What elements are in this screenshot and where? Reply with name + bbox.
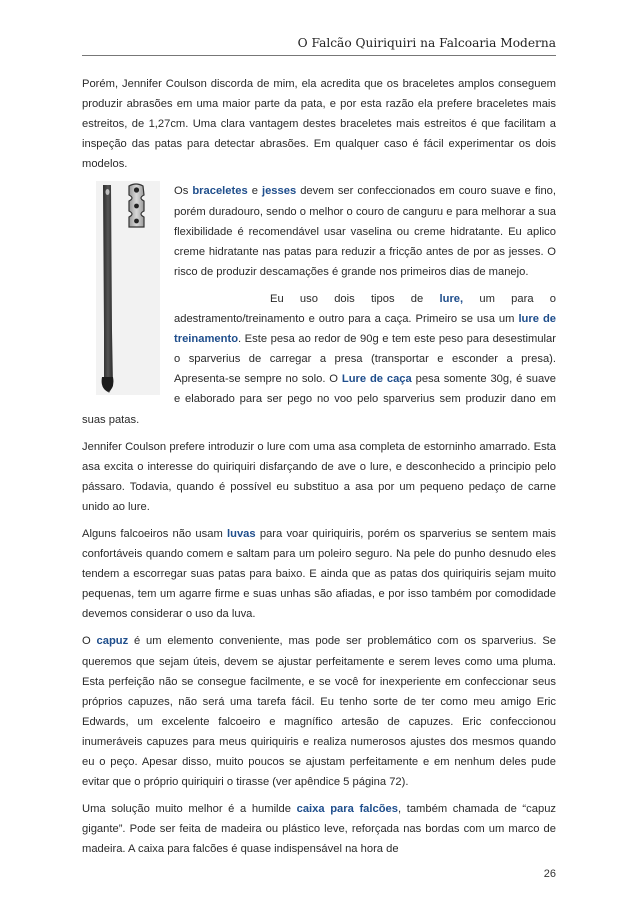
paragraph-hawk-box	[82, 799, 556, 859]
text-run: um para o adestramento/treinamento e outro para a caça. Primeiro se usa um	[174, 292, 556, 326]
text-run: . Este pesa ao redor de 90g e tem este peso para desestimular o sparverius de carregar a presa (transportar e esconder a presa). Apresenta-se sempre no solo. O	[174, 333, 556, 386]
keyword-jesses: jesses	[261, 185, 297, 198]
page-number: 26	[543, 868, 556, 880]
paragraph-hood	[82, 631, 556, 792]
text-run: Eu uso dois tipos de	[270, 292, 440, 305]
text-run: , também chamada de “capuz gigante”. Pode ser feita de madeira ou plástico leve, reforçada nas bordas com um marco de madeira. A caixa para falcões é quase indispensável na hora de	[82, 803, 557, 856]
keyword-luvas: luvas	[227, 527, 256, 540]
text-run: Os	[174, 185, 193, 198]
paragraph-lure-wing: Jennifer Coulson prefere introduzir o lure com uma asa completa de estorninho amarrado. Esta asa excita o interesse do quiriquiri disfarçando de ave o lure, e desconhecido a principio pelo pássaro. Todavia, quando é possível eu substituo a asa por um pequeno pedaço de carne unido ao lure.	[82, 440, 556, 513]
bracelet-jesses-photo	[82, 181, 174, 395]
keyword-capuz: capuz	[96, 635, 129, 648]
strap-illustration	[82, 181, 174, 395]
text-run: é um elemento conveniente, mas pode ser problemático com os sparverius. Se queremos que sejam úteis, devem se ajustar perfeitamente e serem leves como uma pluma. Esta perfeição não se consegue facilmente, e se você for inexperiente em confeccionar seus próprios capuzes, não será uma tarefa fácil. Eu tenho sorte de ter como meu amigo Eric Edwards, um excelente falcoeiro e magnífico artesão de capuzes. Eric confeccionou inumeráveis capuzes para meus quiriquiris e realiza numerosos ajustes dos mesmos quando eu o peço. Apesar disso, muito poucos se ajustam perfeitamente e em nenhum deles pude evitar que o próprio quiriquiri o tirasse (ver apêndice 5 página 72).	[82, 635, 557, 789]
keyword-lure-de-treinamento: lure de treinamento	[174, 313, 556, 346]
keyword-lure: lure,	[439, 292, 464, 305]
keyword-caixa-para-falcoes: caixa para falcões	[296, 803, 399, 816]
text-run: Alguns falcoeiros não usam	[82, 527, 227, 540]
text-run: pesa somente 30g, é suave e elaborado para ser pego no voo pelo sparverius sem produzir dano em suas patas.	[82, 373, 557, 426]
text-run: O	[82, 635, 97, 648]
running-header: O Falcão Quiriquiri na Falcoaria Moderna	[297, 36, 556, 50]
text-run: para voar quiriquiris, porém os sparverius se sentem mais confortáveis quando comem e saltam para um poleiro seguro. Na pele do punho desnudo eles tendem a escorregar suas patas para baixo. E ainda que as patas dos quiriquiris sejam muito pequenas, tem um agarre firme e suas unhas são afiadas, e por isso também por comodidade devemos considerar o uso da luva.	[82, 527, 556, 621]
paragraph-bracelet-width: Porém, Jennifer Coulson discorda de mim, ela acredita que os braceletes amplos conseguem produzir abrasões em uma maior parte da pata, e por esta razão ela prefere braceletes mais estreitos, de 1,27cm. Uma clara vantagem destes braceletes mais estreitos é que facilitam a inspeção das patas para detectar abrasões. Em qualquer caso é fácil experimentar os dois modelos.	[82, 78, 556, 171]
paragraph-gloves	[82, 524, 556, 624]
text-run: Uma solução muito melhor é a humilde	[82, 803, 297, 816]
header-divider	[82, 55, 556, 56]
text-run: e	[247, 185, 262, 198]
keyword-braceletes: braceletes	[192, 185, 248, 198]
body-text	[82, 74, 556, 866]
text-run: devem ser confeccionados em couro suave e fino, porém duradouro, sendo o melhor o couro de canguru e para melhorar a sua flexibilidade é recomendável usar vaselina ou creme hidratante. Eu aplico creme hidratante nas patas para reduzir a fricção antes de por as jesses. O risco de produzir descamações é grande nos primeiros dias de manejo.	[174, 185, 556, 278]
keyword-lure-de-caca: Lure de caça	[341, 373, 412, 386]
